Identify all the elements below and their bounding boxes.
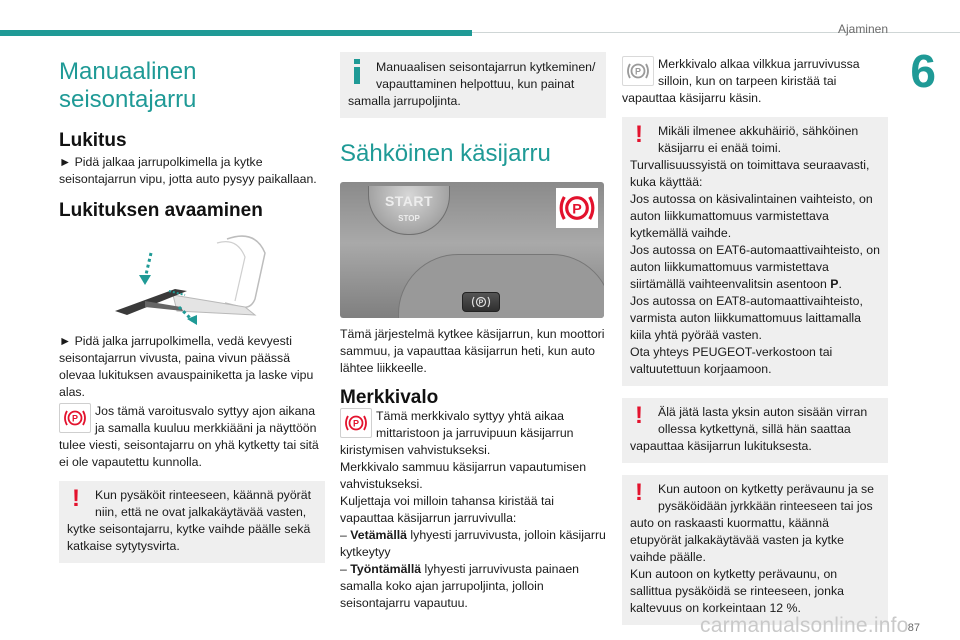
blink-paragraph [622, 56, 888, 107]
info-box-text: Manuaalisen seisontajarrun kytkeminen/ vapauttaminen helpottuu, kun painat samalla jarrupoljinta. [348, 60, 596, 108]
heading-locking: Lukitus [59, 130, 127, 151]
fault-text-3: Jos autossa on käsivalintainen vaihteisto, on auton liikkumattomuus varmistettava kytkemällä vaihde. [630, 192, 873, 240]
info-icon [350, 59, 364, 85]
electric-brake-photo [340, 182, 604, 318]
parking-brake-icon-inset [556, 188, 598, 228]
svg-text:P: P [478, 299, 484, 307]
svg-text:P: P [572, 201, 582, 218]
svg-text:P: P [71, 413, 79, 424]
push-instruction: – Työntämällä lyhyesti jarruvivusta painaen samalla koko ajan jarrupoljinta, jolloin seisontajarru vapautuu. [340, 562, 579, 610]
child-warning-box [622, 398, 888, 463]
svg-text:P: P [634, 66, 642, 77]
parking-brake-warning-icon [59, 403, 91, 433]
svg-text:P: P [352, 418, 360, 429]
column-manual-parking-brake [59, 52, 325, 563]
warning-lamp-paragraph [59, 403, 325, 471]
child-warning-text: Älä jätä lasta yksin auton sisään virran ollessa kytkettynä, sillä hän saattaa vapauttaa käsijarrun lukituksesta. [630, 405, 868, 453]
trailer-text-2: Kun autoon on kytketty perävaunu, on sallittua pysäköidä se rinteeseen, jonka kaltevuus on korkeintaan 12 %. [630, 567, 844, 615]
chapter-title: Ajaminen [837, 22, 888, 36]
unlocking-text: ► Pidä jalka jarrupolkimella, vedä kevyesti seisontajarrun vivusta, paina vivun päässä olevaa lukituksen avauspainiketta ja laske vipu alas. [59, 334, 314, 399]
parking-brake-switch-image [462, 292, 500, 312]
pull-instruction: – Vetämällä lyhyesti jarruvivusta, jolloin käsijarru kytkeytyy [340, 528, 606, 559]
trailer-text-1: Kun autoon on kytketty perävaunu ja se pysäköidään jyrkkään rinteeseen tai jos auto on raskaasti kuormattu, käännä etupyörät jalkakäytävää vasten ja kytke vaihde päälle. [630, 482, 875, 564]
section-title-manual-brake: Manuaalinen seisontajarru [59, 58, 197, 113]
watermark: carmanualsonline.info [700, 614, 909, 637]
indicator-text-1: Tämä merkkivalo syttyy yhtä aikaa mittaristoon ja jarruvipuun käsijarrun kiristymisen vahvistukseksi. [340, 409, 574, 457]
column-warnings [622, 52, 888, 625]
chapter-number: 6 [910, 45, 936, 97]
center-console [398, 254, 604, 318]
fault-text-5: Jos autossa on EAT8-automaattivaihteisto, varmista auton liikkumattomuus laittamalla kiila yhtä pyörää vasten. [630, 294, 863, 342]
trailer-warning-box [622, 475, 888, 625]
parking-brake-grey-icon [622, 56, 654, 86]
fault-text-2: Turvallisuussyistä on toimittava seuraavasti, kuka käyttää: [630, 158, 870, 189]
battery-fault-box [622, 117, 888, 386]
heading-indicator: Merkkivalo [340, 387, 439, 408]
warning-exclamation-icon: ! [635, 479, 643, 506]
header-accent-bar [0, 30, 472, 36]
indicator-text-3: Kuljettaja voi milloin tahansa kiristää tai vapauttaa käsijarrun jarruvivulla: [340, 494, 554, 525]
warning-exclamation-icon: ! [635, 402, 643, 429]
warning-exclamation-icon: ! [72, 485, 80, 512]
locking-text: ► Pidä jalkaa jarrupolkimella ja kytke seisontajarrun vipu, jotta auto pysyy paikallaan. [59, 155, 317, 186]
column-electric-parking-brake [340, 52, 606, 612]
seat-lever-illustration [105, 227, 275, 327]
warning-lamp-text: Jos tämä varoitusvalo syttyy ajon aikana ja samalla kuuluu merkkiääni ja näyttöön tulee viesti, seisontajarru on yhä kytketty tai sitä ei ole vapautettu kunnolla. [59, 404, 319, 469]
warning-exclamation-icon: ! [635, 121, 643, 148]
slope-warning-text: Kun pysäköit rinteeseen, käännä pyörät niin, että ne ovat jalkakäytävää vasten, kytke seisontajarru, kytke vaihde päälle sekä katkaise sytytysvirta. [67, 488, 312, 553]
section-title-electric-brake: Sähköinen käsijarru [340, 140, 551, 167]
indicator-text-2: Merkkivalo sammuu käsijarrun vapautumisen vahvistukseksi. [340, 460, 587, 491]
slope-warning-box [59, 481, 325, 563]
fault-text-6: Ota yhteys PEUGEOT-verkostoon tai valtuutettuun korjaamoon. [630, 345, 833, 376]
parking-brake-indicator-icon [340, 408, 372, 438]
page-number: 87 [907, 622, 920, 634]
start-stop-button-image: START STOP [368, 186, 450, 235]
fault-text-1: Mikäli ilmenee akkuhäiriö, sähköinen käsijarru ei enää toimi. [658, 124, 859, 155]
system-text: Tämä järjestelmä kytkee käsijarrun, kun moottori sammuu, ja vapauttaa käsijarrun heti, kun auto lähtee liikkeelle. [340, 327, 605, 375]
info-box [340, 52, 606, 118]
indicator-paragraph [340, 408, 606, 459]
heading-unlocking: Lukituksen avaaminen [59, 200, 263, 221]
blink-text: Merkkivalo alkaa vilkkua jarruvivussa silloin, kun on tarpeen kiristää tai vapauttaa käsijarru käsin. [622, 57, 860, 105]
fault-text-4: Jos autossa on EAT6-automaattivaihteisto, on auton liikkumattomuus varmistettava siirtämällä vaihteenvalitsin asentoon P. [630, 243, 880, 291]
